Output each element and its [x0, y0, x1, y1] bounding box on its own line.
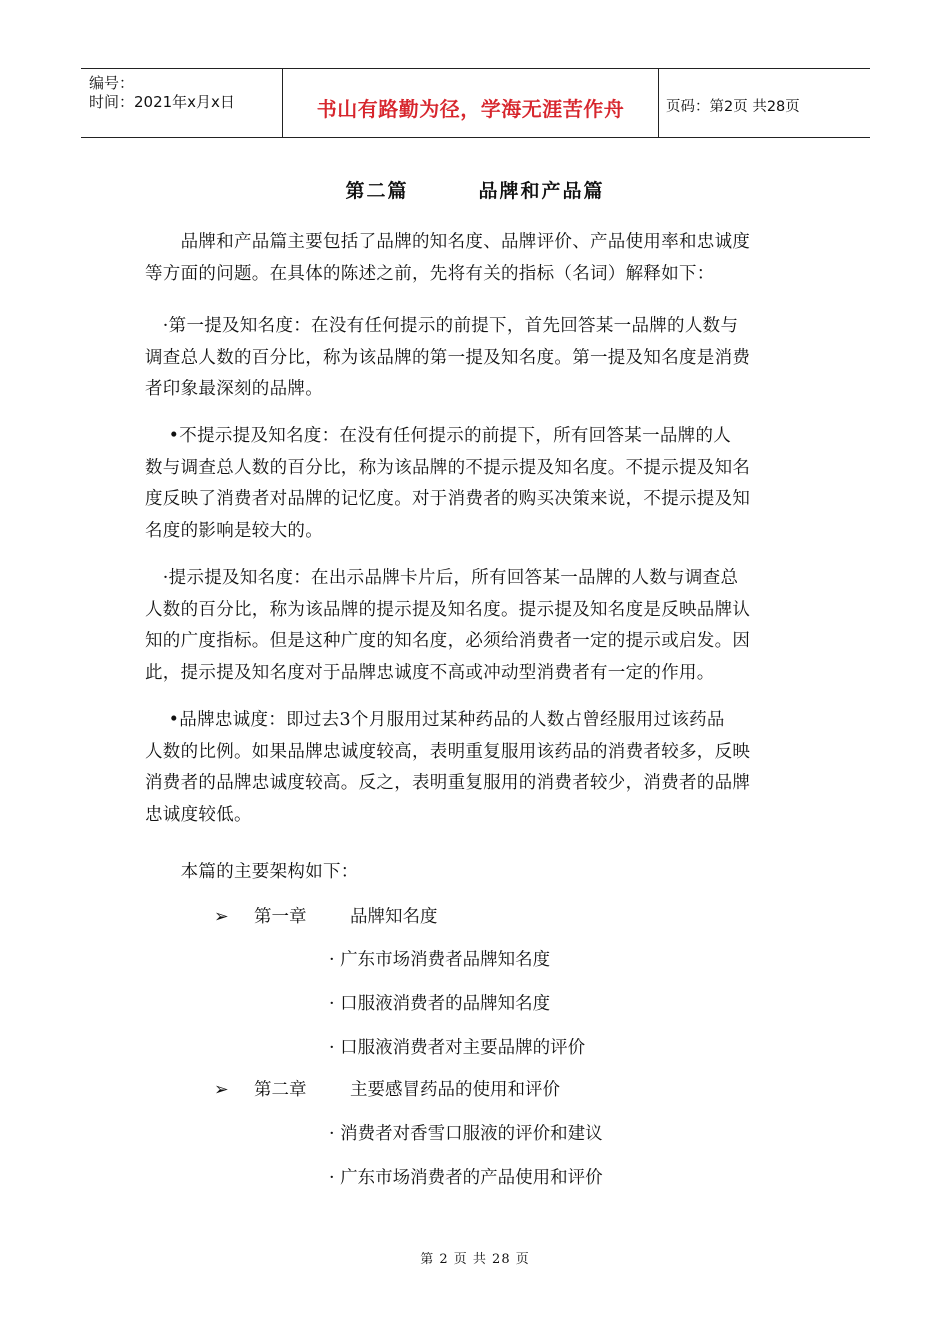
paragraph-line: ·第一提及知名度：在没有任何提示的前提下，首先回答某一品牌的人数与 [145, 316, 739, 336]
paragraph-line: 忠诚度较低。 [145, 804, 252, 825]
body-paragraph [145, 227, 810, 290]
chapter-name: 品牌知名度 [350, 907, 438, 927]
header-motto: 书山有路勤为径，学海无涯苦作舟 [316, 97, 625, 121]
header-page-code: 页码：第2页 共28页 [666, 99, 800, 115]
paragraph-line: 人数的百分比，称为该品牌的提示提及知名度。提示提及知名度是反映品牌认 [145, 599, 751, 620]
section-part: 第二篇 [345, 180, 409, 202]
header-page-cell [658, 69, 870, 137]
section-name: 品牌和产品篇 [478, 180, 605, 202]
paragraph-line: 度反映了消费者对品牌的记忆度。对于消费者的购买决策来说，不提示提及知 [145, 489, 751, 509]
page-header [81, 68, 870, 138]
paragraph-line: 品牌和产品篇主要包括了品牌的知名度、品牌评价、产品使用率和忠诚度 [145, 232, 751, 252]
chapter-name: 主要感冒药品的使用和评价 [350, 1080, 560, 1100]
chapter-number: 第一章 [254, 907, 307, 927]
page-footer: 第 2 页 共 28 页 [420, 1252, 530, 1267]
paragraph-line: 此，提示提及知名度对于品牌忠诚度不高或冲动型消费者有一定的作用。 [145, 662, 715, 683]
outline-subitem: · 口服液消费者的品牌知名度 [329, 994, 551, 1014]
paragraph-line: •不提示提及知名度：在没有任何提示的前提下，所有回答某一品牌的人 [145, 426, 732, 446]
outline-chapter [214, 1076, 560, 1101]
header-motto-cell [282, 69, 659, 137]
document-date: 时间：2021年x月x日 [89, 93, 235, 111]
paragraph-line: 名度的影响是较大的。 [145, 520, 323, 541]
paragraph-line: 本篇的主要架构如下： [145, 862, 359, 882]
paragraph-line: 等方面的问题。在具体的陈述之前，先将有关的指标（名词）解释如下： [145, 263, 715, 284]
outline-subitem: · 口服液消费者对主要品牌的评价 [329, 1038, 586, 1058]
header-meta-cell [81, 69, 281, 137]
paragraph-line: 知的广度指标。但是这种广度的知名度，必须给消费者一定的提示或启发。因 [145, 631, 751, 651]
outline-chapter [214, 903, 438, 928]
outline-subitem: · 广东市场消费者的产品使用和评价 [329, 1168, 603, 1188]
section-title [0, 176, 950, 203]
paragraph-line: 者印象最深刻的品牌。 [145, 379, 323, 399]
paragraph-line: 消费者的品牌忠诚度较高。反之，表明重复服用的消费者较少，消费者的品牌 [145, 773, 751, 793]
body-paragraph [145, 563, 810, 689]
paragraph-line: ·提示提及知名度：在出示品牌卡片后，所有回答某一品牌的人数与调查总 [145, 568, 739, 588]
paragraph-line: 人数的比例。如果品牌忠诚度较高，表明重复服用该药品的消费者较多，反映 [145, 741, 751, 762]
body-paragraph [145, 311, 810, 406]
paragraph-line: •品牌忠诚度：即过去3个月服用过某种药品的人数占曾经服用过该药品 [145, 710, 725, 730]
arrow-bullet-icon: ➢ [214, 907, 229, 927]
outline-subitem: · 消费者对香雪口服液的评价和建议 [329, 1124, 603, 1144]
body-paragraph [145, 705, 810, 831]
paragraph-line: 数与调查总人数的百分比，称为该品牌的不提示提及知名度。不提示提及知名 [145, 457, 751, 478]
paragraph-line: 调查总人数的百分比，称为该品牌的第一提及知名度。第一提及知名度是消费 [145, 347, 751, 368]
outline-subitem: · 广东市场消费者品牌知名度 [329, 950, 551, 970]
document-number-label: 编号： [89, 74, 135, 92]
body-paragraph [145, 421, 810, 547]
body-paragraph [145, 857, 810, 889]
arrow-bullet-icon: ➢ [214, 1080, 229, 1100]
chapter-number: 第二章 [254, 1080, 307, 1100]
